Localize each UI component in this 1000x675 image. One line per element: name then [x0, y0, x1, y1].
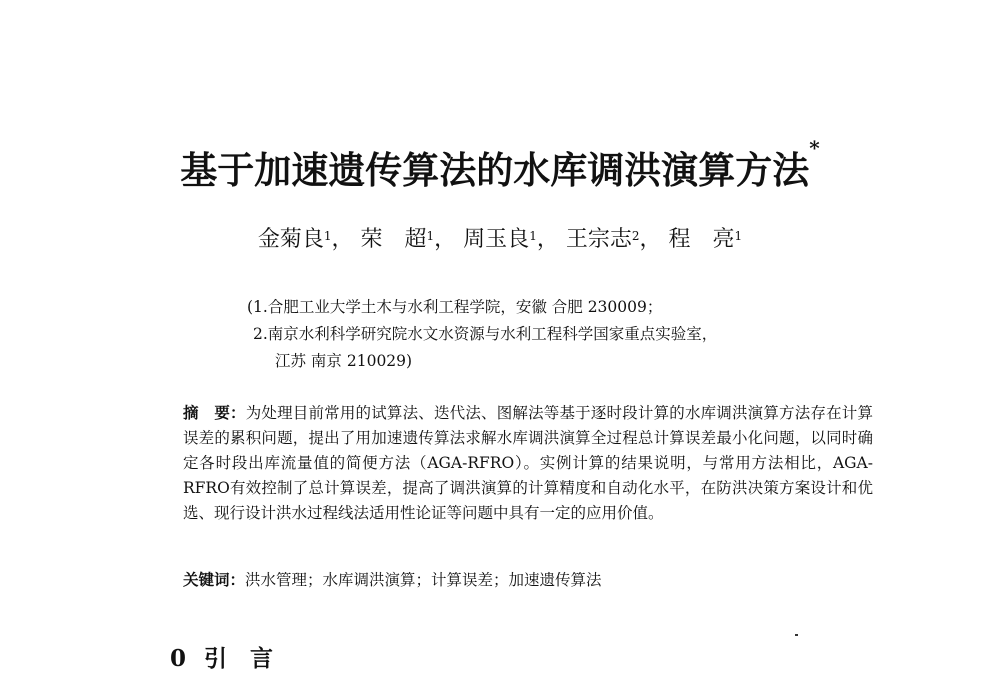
section-number: 0: [170, 645, 187, 672]
author-affiliation-index: 2: [631, 229, 640, 243]
abstract-text: 为处理目前常用的试算法、迭代法、图解法等基于逐时段计算的水库调洪演算方法存在计算误差的累积问题，提出了用加速遗传算法求解水库调洪演算全过程总计算误差最小化问题，以同时确定各时段出库流量值的简便方法（AGA-RFRO）。实例计算的结果说明，与常用方法相比，AGA-RFRO有效控制了总计算误差，提高了调洪演算的计算精度和自动化水平，在防洪决策方案设计和优选、现行设计洪水过程线法适用性论证等问题中具有一定的应用价值。: [183, 404, 873, 522]
author-affiliation-index: 1: [426, 229, 435, 243]
section-heading: [170, 640, 273, 673]
scan-speck: [795, 634, 798, 636]
author-name: 荣 超: [360, 227, 427, 252]
author-name: 金菊良: [257, 227, 324, 252]
author-list: [0, 222, 1000, 253]
author-affiliation-index: 1: [323, 229, 332, 243]
keywords-label: 关键词：: [183, 570, 246, 589]
author-separator: ，: [434, 227, 457, 252]
affiliation-line: 2.南京水利科学研究院水文水资源与水利工程科学国家重点实验室，: [253, 325, 718, 343]
keywords: [183, 567, 873, 593]
author-affiliation-index: 1: [734, 229, 743, 243]
paper-title: [0, 136, 1000, 194]
affiliations: [247, 294, 717, 375]
author-separator: ，: [536, 227, 559, 252]
affiliation-line: 江苏 南京 210029): [275, 352, 413, 370]
author-separator: ，: [639, 227, 662, 252]
author-separator: ，: [331, 227, 354, 252]
author-name: 程 亮: [668, 227, 735, 252]
affiliation-line: (1.合肥工业大学土木与水利工程学院，安徽 合肥 230009；: [247, 298, 663, 316]
keywords-text: 洪水管理；水库调洪演算；计算误差；加速遗传算法: [245, 571, 602, 589]
abstract: [183, 400, 873, 526]
author-affiliation-index: 1: [529, 229, 537, 243]
author-name: 王宗志: [565, 227, 632, 252]
abstract-label: 摘 要：: [183, 403, 246, 422]
author-name: 周玉良: [463, 227, 530, 252]
title-text: 基于加速遗传算法的水库调洪演算方法: [180, 148, 810, 192]
title-footnote-mark: *: [809, 136, 820, 160]
section-title: 引 言: [204, 645, 274, 672]
